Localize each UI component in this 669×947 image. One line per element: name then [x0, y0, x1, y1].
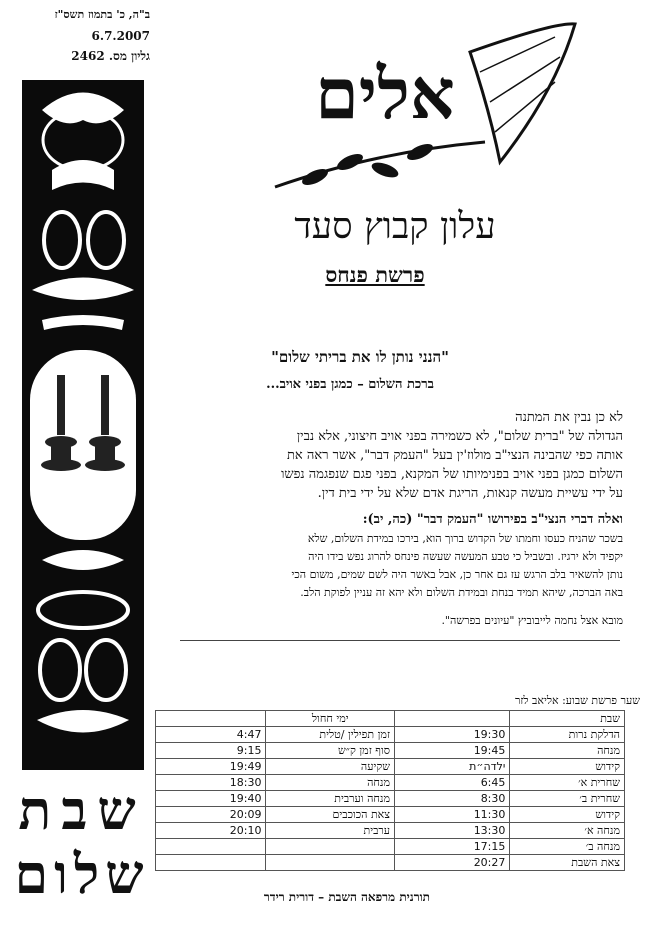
shabbat-time: 19:45 — [395, 743, 510, 759]
para3-line: יקפיד ולא ירגיז. ובשביל כי טבע המעשה שעשה פינחס להרוג נפש בידו היה — [308, 550, 623, 563]
weekday-time: 20:09 — [156, 807, 266, 823]
shabbat-label: שחרית א׳ — [510, 775, 625, 791]
para1-line: הגדולה של "ברית שלום", לא כשמירה בפני אויב חיצוני, אלא נבין — [296, 429, 623, 444]
shabbat-header: שבת — [510, 711, 625, 727]
date-gregorian: 6.7.2007 — [91, 29, 150, 43]
shabbat-label: קידוש — [510, 807, 625, 823]
table-row — [156, 727, 625, 743]
para1-line: לא כן נבין את המתנה — [515, 410, 623, 425]
logo-subtitle: עלון קבוץ סעד — [294, 206, 496, 247]
weekday-time: 9:15 — [156, 743, 266, 759]
table-row — [156, 791, 625, 807]
para3-line: באה הברכה, שיהא תמיד בנחת ובמידת השלום ולא יהא זה עניין לפוקת הלב. — [300, 586, 623, 599]
weekday-time: 20:10 — [156, 823, 266, 839]
papercut-ornament — [22, 80, 144, 770]
gatekeeper-credit: שער פרשת שבוע: אליאב לזר — [514, 694, 640, 707]
divider — [180, 640, 620, 641]
shabbat-label: קידוש — [510, 759, 625, 775]
sidebar-shabbat-shalom — [14, 778, 150, 906]
article-source: מובא אצל נחמה לייבוביץ "עיונים בפרשה". — [441, 614, 623, 627]
header-block — [40, 8, 150, 64]
weekday-label: מנחה — [266, 775, 395, 791]
sidebar-word-shabbat: שבת — [18, 778, 146, 842]
shabbat-time-header — [395, 711, 510, 727]
table-row — [156, 855, 625, 871]
weekday-time — [156, 839, 266, 855]
decorative-papercut-column — [22, 80, 144, 770]
para1-line: על ידי עשיית מעשה קנאות, הריגת אדם שלא על ידי בית דין. — [317, 486, 623, 501]
parasha-title: פרשת פנחס — [325, 262, 425, 287]
para1-line: השלום כמגן בפני אויב בפנימיותו של המקנא, בפני פגם שנפגמה נפשו — [281, 467, 623, 482]
shabbat-time: ילדה״ת — [395, 759, 510, 775]
logo — [255, 12, 585, 212]
table-row — [156, 775, 625, 791]
shabbat-time: 17:15 — [395, 839, 510, 855]
shabbat-time: 6:45 — [395, 775, 510, 791]
weekday-time: 18:30 — [156, 775, 266, 791]
shabbat-label: הדלקת נרות — [510, 727, 625, 743]
table-row — [156, 839, 625, 855]
article-para2: ואלה דברי הנצי"ב בפירושו "העמק דבר" (כה, יב): — [362, 512, 623, 527]
sidebar-word-shalom: שלום — [14, 842, 150, 906]
table-row — [156, 743, 625, 759]
shabbat-time: 8:30 — [395, 791, 510, 807]
weekday-label: מנחה וערבית — [266, 791, 395, 807]
para1-line: אותה כפי שהבינה הנצי"ב מולוז'ין בעל "העמק דבר", אשר ראה את — [286, 448, 623, 463]
headline: "הנני נותן לו את בריתי שלום" — [271, 348, 449, 366]
shabbat-label: מנחה ב׳ — [510, 839, 625, 855]
shabbat-time: 19:30 — [395, 727, 510, 743]
table-row — [156, 823, 625, 839]
article-para1 — [178, 408, 623, 503]
weekday-label — [266, 855, 395, 871]
shabbat-label: מנחה — [510, 743, 625, 759]
weekday-label: צאת הכוכבים — [266, 807, 395, 823]
weekday-time-header — [156, 711, 266, 727]
weekday-time: 19:49 — [156, 759, 266, 775]
weekday-time — [156, 855, 266, 871]
para3-line: נותן להשאיר בלב הרגש עז גם אחר כן, אבל באשר היה לשם שמים, משום הכי — [291, 568, 623, 581]
shabbat-label: מנחה א׳ — [510, 823, 625, 839]
para3-line: בשכר שהניח כעסו וחמתו של הקדוש ברוך הוא, בירכו במידת השלום, שלא — [307, 532, 623, 545]
weekday-time: 19:40 — [156, 791, 266, 807]
weekday-label: שקיעה — [266, 759, 395, 775]
shabbat-time: 13:30 — [395, 823, 510, 839]
shabbat-label: שחרית ב׳ — [510, 791, 625, 807]
times-table — [155, 710, 625, 871]
weekday-header: ימי חחול — [266, 711, 395, 727]
weekday-time: 4:47 — [156, 727, 266, 743]
weekday-label: ערבית — [266, 823, 395, 839]
issue-number: גליון מס. 2462 — [71, 49, 150, 63]
shabbat-time: 20:27 — [395, 855, 510, 871]
table-header-row — [156, 711, 625, 727]
article-para3 — [178, 530, 623, 602]
shabbat-time: 11:30 — [395, 807, 510, 823]
logo-title: אלים — [315, 52, 455, 135]
subheadline: ברכת השלום – כמגן בפני אויב... — [266, 377, 434, 392]
table-row — [156, 759, 625, 775]
weekday-label — [266, 839, 395, 855]
weekday-label: זמן תפילין /טלית — [266, 727, 395, 743]
date-hebrew: ב"ה, כ' בתמוז תשס"ז — [54, 8, 150, 21]
weekday-label: סוף זמן ק״ש — [266, 743, 395, 759]
shabbat-label: צאת השבת — [510, 855, 625, 871]
table-row — [156, 807, 625, 823]
footer-duty: תורנית מרפאה השבת – דורית רידר — [263, 890, 430, 904]
